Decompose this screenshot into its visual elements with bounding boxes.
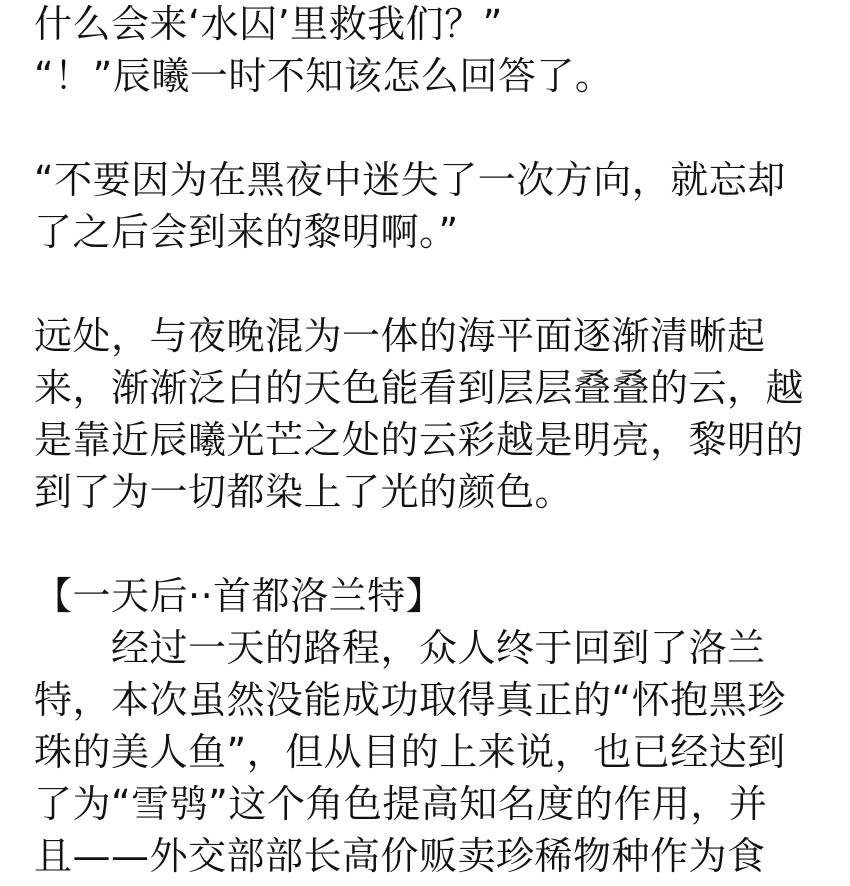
text-line-10: 特，本次虽然没能成功取得真正的“怀抱黑珍 <box>34 678 786 722</box>
text-line-4: 了之后会到来的黎明啊。” <box>34 210 459 254</box>
section-heading: 【一天后··首都洛兰特】 <box>34 574 445 618</box>
text-line-8: 到了为一切都染上了光的颜色。 <box>34 470 574 514</box>
text-line-9: 经过一天的路程，众人终于回到了洛兰 <box>34 626 766 670</box>
text-line-6: 来，渐渐泛白的天色能看到层层叠叠的云，越 <box>34 366 805 410</box>
text-line-12: 了为“雪鸮”这个角色提高知名度的作用，并 <box>34 782 768 826</box>
text-line-2: “！”辰曦一时不知该怎么回答了。 <box>34 54 614 98</box>
text-line-3: “不要因为在黑夜中迷失了一次方向，就忘却 <box>34 158 786 202</box>
text-line-11: 珠的美人鱼”，但从目的上来说，也已经达到 <box>34 730 786 774</box>
text-line-13: 且——外交部部长高价贩卖珍稀物种作为食 <box>34 834 766 878</box>
text-line-5: 远处，与夜晚混为一体的海平面逐渐清晰起 <box>34 314 766 358</box>
text-line-1: 什么会来‘水囚’里救我们？” <box>34 2 503 46</box>
text-line-7: 是靠近辰曦光芒之处的云彩越是明亮，黎明的 <box>34 418 805 462</box>
